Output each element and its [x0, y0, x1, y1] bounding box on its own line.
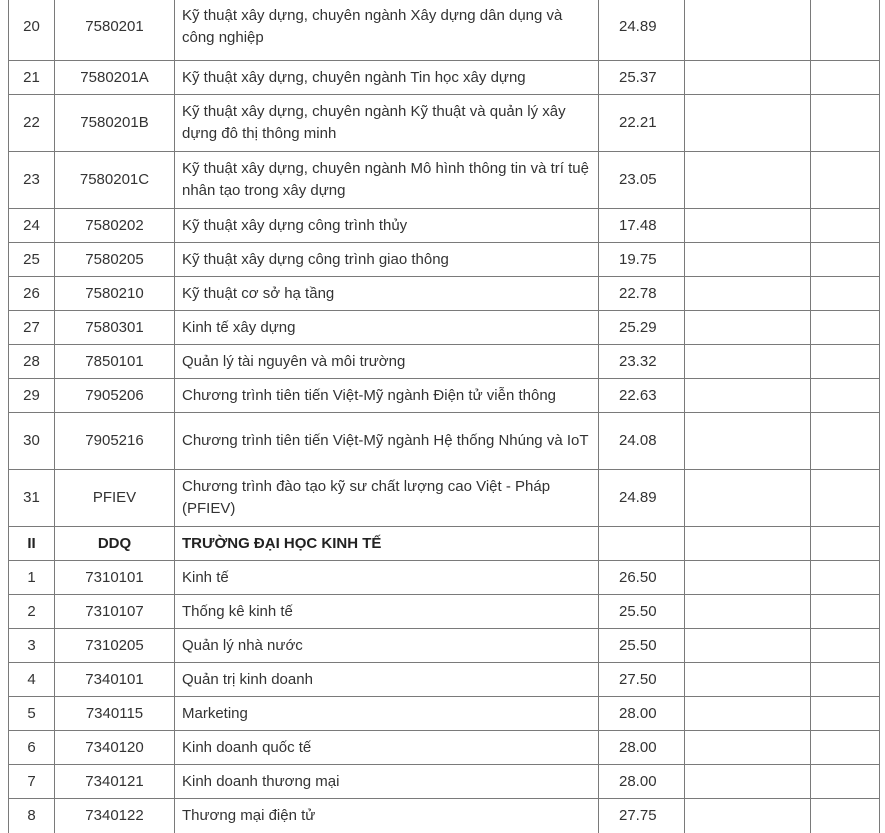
table-row: [9, 799, 880, 833]
major-name-cell: Thống kê kinh tế: [175, 595, 599, 629]
empty-cell: [811, 731, 880, 765]
score-cell: 25.29: [599, 311, 685, 345]
score-cell: 25.50: [599, 595, 685, 629]
empty-cell: [685, 243, 811, 277]
major-code-cell: 7850101: [55, 345, 175, 379]
empty-cell: [811, 152, 880, 209]
major-code-cell: 7340101: [55, 663, 175, 697]
major-name-cell: Marketing: [175, 697, 599, 731]
empty-cell: [811, 629, 880, 663]
stt-cell: 27: [9, 311, 55, 345]
empty-cell: [685, 379, 811, 413]
empty-cell: [811, 209, 880, 243]
score-cell: 19.75: [599, 243, 685, 277]
empty-cell: [685, 209, 811, 243]
major-name-cell: Kỹ thuật cơ sở hạ tầng: [175, 277, 599, 311]
table-row: [9, 663, 880, 697]
empty-cell: [685, 629, 811, 663]
major-code-cell: 7905216: [55, 413, 175, 470]
table-row: [9, 629, 880, 663]
empty-cell: [685, 561, 811, 595]
stt-cell: 7: [9, 765, 55, 799]
table-row: [9, 0, 880, 61]
score-cell: 24.89: [599, 0, 685, 61]
empty-cell: [811, 243, 880, 277]
major-name-cell: Kỹ thuật xây dựng, chuyên ngành Kỹ thuật và quản lý xây dựng đô thị thông minh: [175, 95, 599, 152]
table-row: [9, 61, 880, 95]
stt-cell: 24: [9, 209, 55, 243]
stt-cell: 4: [9, 663, 55, 697]
table-row: [9, 311, 880, 345]
major-code-cell: 7580201B: [55, 95, 175, 152]
major-name-cell: Quản lý tài nguyên và môi trường: [175, 345, 599, 379]
table-row: [9, 731, 880, 765]
stt-cell: 6: [9, 731, 55, 765]
stt-cell: 3: [9, 629, 55, 663]
stt-cell: 5: [9, 697, 55, 731]
table-row: [9, 697, 880, 731]
major-code-cell: 7310205: [55, 629, 175, 663]
empty-cell: [811, 561, 880, 595]
table-row: [9, 413, 880, 470]
empty-cell: [685, 595, 811, 629]
empty-cell: [685, 470, 811, 527]
major-name-cell: Quản lý nhà nước: [175, 629, 599, 663]
stt-cell: 23: [9, 152, 55, 209]
empty-cell: [811, 663, 880, 697]
major-name-cell: Chương trình tiên tiến Việt-Mỹ ngành Điện tử viễn thông: [175, 379, 599, 413]
major-name-cell: Kinh tế xây dựng: [175, 311, 599, 345]
table-row: [9, 209, 880, 243]
score-cell: 17.48: [599, 209, 685, 243]
major-name-cell: Chương trình tiên tiến Việt-Mỹ ngành Hệ thống Nhúng và IoT: [175, 413, 599, 470]
table-row: [9, 595, 880, 629]
empty-cell: [811, 61, 880, 95]
empty-cell: [811, 0, 880, 61]
empty-cell: [685, 413, 811, 470]
empty-cell: [685, 527, 811, 561]
major-code-cell: 7580205: [55, 243, 175, 277]
empty-cell: [685, 731, 811, 765]
major-name-cell: Kỹ thuật xây dựng, chuyên ngành Xây dựng dân dụng và công nghiệp: [175, 0, 599, 61]
major-code-cell: 7580201: [55, 0, 175, 61]
score-cell: 23.05: [599, 152, 685, 209]
score-cell: 26.50: [599, 561, 685, 595]
stt-cell: 26: [9, 277, 55, 311]
stt-cell: 8: [9, 799, 55, 833]
major-name-cell: Kỹ thuật xây dựng, chuyên ngành Tin học xây dựng: [175, 61, 599, 95]
empty-cell: [811, 527, 880, 561]
major-name-cell: Quản trị kinh doanh: [175, 663, 599, 697]
table-row: [9, 345, 880, 379]
major-code-cell: 7580210: [55, 277, 175, 311]
stt-cell: 20: [9, 0, 55, 61]
section-row: [9, 527, 880, 561]
score-cell: [599, 527, 685, 561]
stt-cell: 28: [9, 345, 55, 379]
empty-cell: [811, 277, 880, 311]
table-row: [9, 379, 880, 413]
major-name-cell: Kỹ thuật xây dựng, chuyên ngành Mô hình thông tin và trí tuệ nhân tạo trong xây dựng: [175, 152, 599, 209]
empty-cell: [811, 95, 880, 152]
major-code-cell: 7340120: [55, 731, 175, 765]
stt-cell: 21: [9, 61, 55, 95]
major-code-cell: 7905206: [55, 379, 175, 413]
major-code-cell: 7340121: [55, 765, 175, 799]
major-code-cell: 7580201A: [55, 61, 175, 95]
major-code-cell: PFIEV: [55, 470, 175, 527]
major-name-cell: Kỹ thuật xây dựng công trình thủy: [175, 209, 599, 243]
stt-cell: 25: [9, 243, 55, 277]
major-name-cell: Chương trình đào tạo kỹ sư chất lượng cao Việt - Pháp (PFIEV): [175, 470, 599, 527]
stt-cell: 22: [9, 95, 55, 152]
score-cell: 28.00: [599, 697, 685, 731]
empty-cell: [685, 152, 811, 209]
empty-cell: [811, 470, 880, 527]
empty-cell: [811, 765, 880, 799]
major-code-cell: 7310101: [55, 561, 175, 595]
major-code-cell: 7580201C: [55, 152, 175, 209]
score-cell: 24.08: [599, 413, 685, 470]
table-row: [9, 277, 880, 311]
stt-cell: 30: [9, 413, 55, 470]
score-cell: 22.21: [599, 95, 685, 152]
table-row: [9, 243, 880, 277]
major-code-cell: DDQ: [55, 527, 175, 561]
score-cell: 24.89: [599, 470, 685, 527]
table-row: [9, 95, 880, 152]
score-cell: 22.63: [599, 379, 685, 413]
empty-cell: [685, 799, 811, 833]
stt-cell: II: [9, 527, 55, 561]
empty-cell: [811, 345, 880, 379]
table-row: [9, 470, 880, 527]
empty-cell: [685, 277, 811, 311]
empty-cell: [811, 697, 880, 731]
major-code-cell: 7580301: [55, 311, 175, 345]
table-body: [9, 0, 880, 833]
score-cell: 23.32: [599, 345, 685, 379]
empty-cell: [811, 799, 880, 833]
score-cell: 25.50: [599, 629, 685, 663]
stt-cell: 2: [9, 595, 55, 629]
major-code-cell: 7310107: [55, 595, 175, 629]
major-name-cell: Thương mại điện tử: [175, 799, 599, 833]
table-row: [9, 561, 880, 595]
empty-cell: [685, 697, 811, 731]
score-cell: 28.00: [599, 765, 685, 799]
major-name-cell: Kinh doanh quốc tế: [175, 731, 599, 765]
major-name-cell: Kinh doanh thương mại: [175, 765, 599, 799]
empty-cell: [811, 413, 880, 470]
stt-cell: 31: [9, 470, 55, 527]
empty-cell: [685, 663, 811, 697]
empty-cell: [685, 311, 811, 345]
empty-cell: [685, 0, 811, 61]
major-code-cell: 7340122: [55, 799, 175, 833]
empty-cell: [685, 345, 811, 379]
empty-cell: [811, 311, 880, 345]
score-cell: 27.50: [599, 663, 685, 697]
score-cell: 28.00: [599, 731, 685, 765]
stt-cell: 1: [9, 561, 55, 595]
stt-cell: 29: [9, 379, 55, 413]
empty-cell: [811, 595, 880, 629]
admission-score-table: [8, 0, 880, 833]
table-row: [9, 765, 880, 799]
empty-cell: [685, 61, 811, 95]
empty-cell: [811, 379, 880, 413]
major-code-cell: 7340115: [55, 697, 175, 731]
empty-cell: [685, 765, 811, 799]
major-code-cell: 7580202: [55, 209, 175, 243]
major-name-cell: Kinh tế: [175, 561, 599, 595]
major-name-cell: Kỹ thuật xây dựng công trình giao thông: [175, 243, 599, 277]
score-cell: 22.78: [599, 277, 685, 311]
major-name-cell: TRƯỜNG ĐẠI HỌC KINH TẾ: [175, 527, 599, 561]
score-cell: 25.37: [599, 61, 685, 95]
table-row: [9, 152, 880, 209]
score-cell: 27.75: [599, 799, 685, 833]
empty-cell: [685, 95, 811, 152]
